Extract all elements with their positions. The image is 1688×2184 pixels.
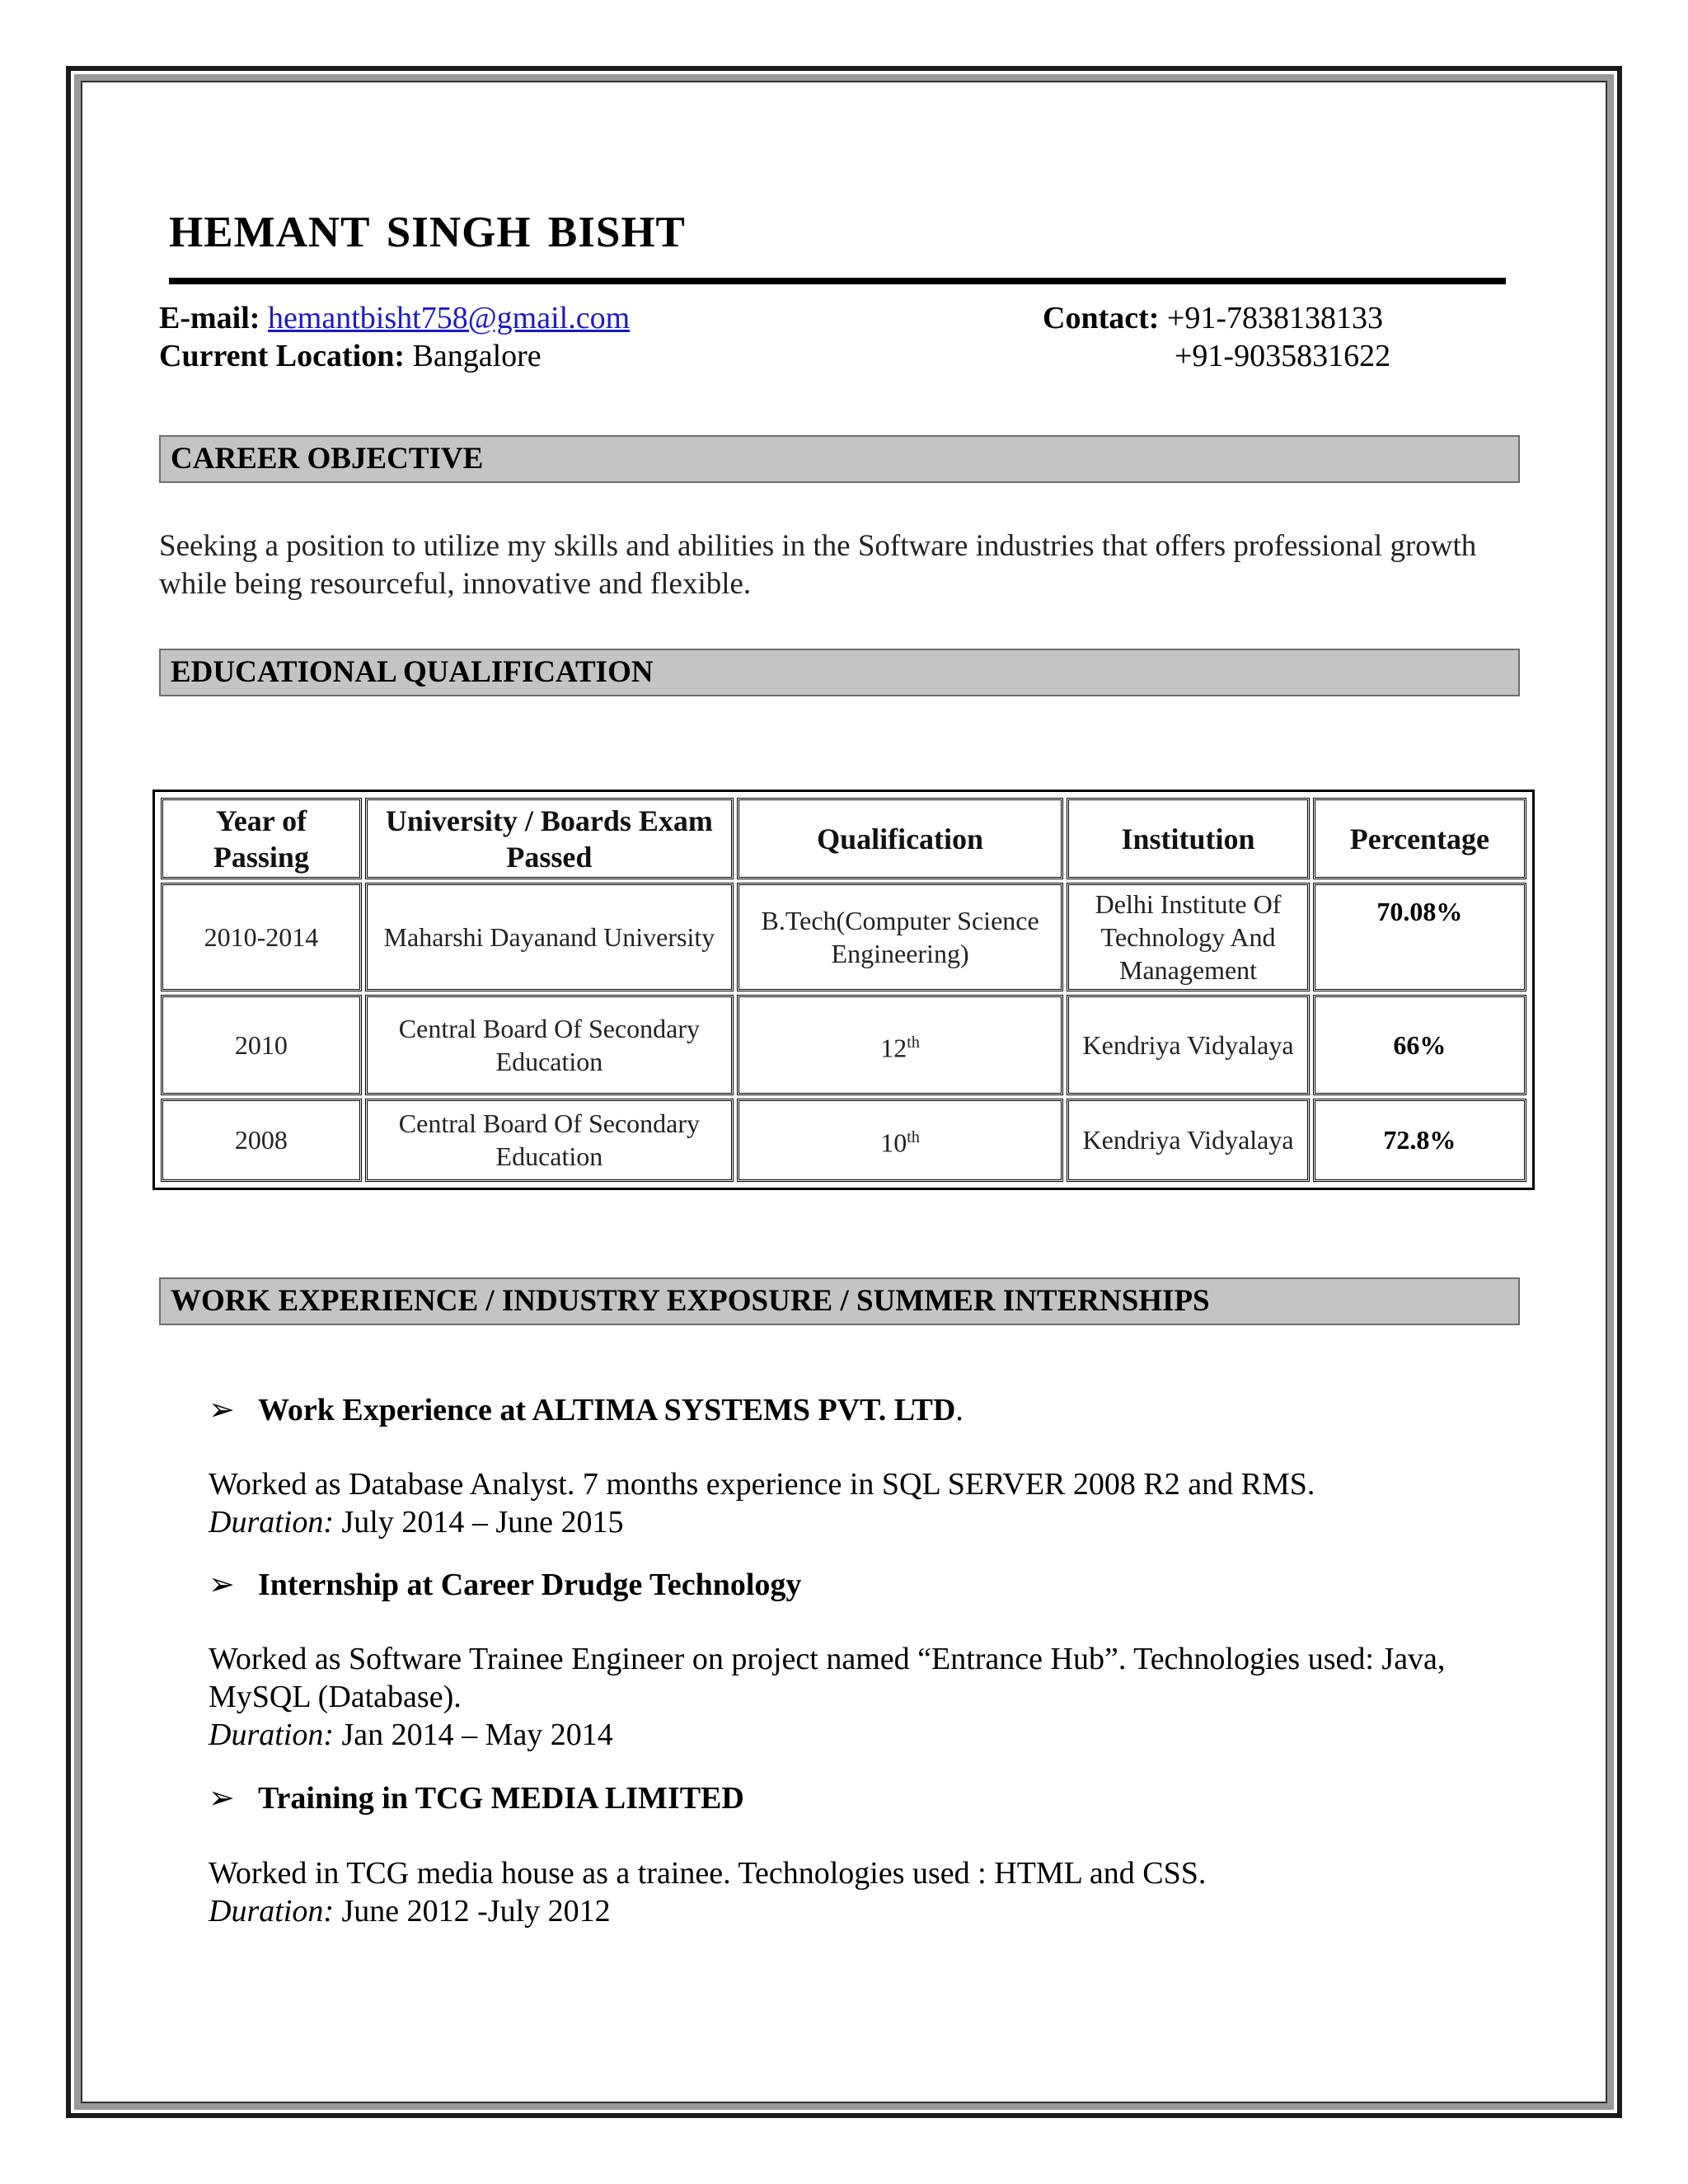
cell-qualification: [737, 995, 1063, 1095]
qualification-suffix: th: [907, 1033, 920, 1052]
location-label: Current Location:: [159, 339, 405, 373]
bullet-arrow-icon: ➢: [209, 1781, 235, 1816]
phone-secondary: +91-9035831622: [1175, 339, 1391, 373]
qualification-value: 10: [880, 1127, 907, 1158]
table-row: [161, 1099, 1526, 1182]
work-item-title: Internship at Career Drudge Technology: [258, 1568, 802, 1602]
email-link[interactable]: hemantbisht758@gmail.com: [267, 301, 631, 335]
location-value: Bangalore: [412, 339, 542, 373]
contact-line: [1043, 300, 1383, 336]
section-header-career-objective: CAREER OBJECTIVE: [159, 435, 1520, 483]
cell-institution: Delhi Institute Of Technology And Management: [1067, 883, 1310, 991]
candidate-name: HEMANT SINGH BISHT: [169, 209, 686, 256]
career-objective-text: Seeking a position to utilize my skills and abilities in the Software industries that offers professional growth while being resourceful, innovative and flexible.: [159, 529, 1477, 601]
work-item-title: Work Experience at ALTIMA SYSTEMS PVT. LTD: [258, 1393, 956, 1427]
cell-university: Central Board Of Secondary Education: [365, 1099, 734, 1182]
bullet-arrow-icon: ➢: [209, 1393, 235, 1427]
section-header-education: EDUCATIONAL QUALIFICATION: [159, 649, 1520, 696]
work-item-duration: [209, 1503, 1511, 1541]
work-item-duration: [209, 1892, 1511, 1930]
email-label: E-mail:: [159, 301, 260, 335]
phone-primary: +91-7838138133: [1166, 301, 1383, 335]
cell-year: 2008: [161, 1099, 362, 1182]
work-item-description: Worked in TCG media house as a trainee. Technologies used : HTML and CSS.: [209, 1856, 1207, 1891]
duration-label: Duration:: [209, 1894, 334, 1929]
education-table: [152, 790, 1535, 1190]
work-item-duration: [209, 1716, 1511, 1754]
duration-value: Jan 2014 – May 2014: [341, 1718, 613, 1752]
duration-label: Duration:: [209, 1718, 334, 1752]
work-item-heading: [209, 1779, 744, 1816]
table-header-row: [161, 798, 1526, 879]
cell-qualification: B.Tech(Computer Science Engineering): [737, 883, 1063, 991]
work-item-title: Training in TCG MEDIA LIMITED: [258, 1781, 744, 1816]
cell-institution: Kendriya Vidyalaya: [1067, 995, 1310, 1095]
cell-percentage: 70.08%: [1313, 883, 1526, 991]
header-university: University / Boards Exam Passed: [365, 798, 734, 879]
cell-year: 2010-2014: [161, 883, 362, 991]
header-qualification: Qualification: [737, 798, 1063, 879]
cell-university: Maharshi Dayanand University: [365, 883, 734, 991]
work-item-title-suffix: .: [955, 1393, 964, 1427]
cell-qualification: [737, 1099, 1063, 1182]
table-row: [161, 883, 1526, 991]
table-row: [161, 995, 1526, 1095]
duration-value: July 2014 – June 2015: [341, 1505, 624, 1540]
section-header-work-experience: WORK EXPERIENCE / INDUSTRY EXPOSURE / SUMMER INTERNSHIPS: [159, 1277, 1520, 1325]
qualification-suffix: th: [907, 1127, 920, 1146]
cell-university: Central Board Of Secondary Education: [365, 995, 734, 1095]
email-line: [159, 300, 630, 336]
work-item-heading: [209, 1391, 964, 1428]
header-year: Year of Passing: [161, 798, 362, 879]
cell-percentage: 72.8%: [1313, 1099, 1526, 1182]
bullet-arrow-icon: ➢: [209, 1568, 235, 1602]
header-percentage: Percentage: [1313, 798, 1526, 879]
cell-percentage: 66%: [1313, 995, 1526, 1095]
cell-year: 2010: [161, 995, 362, 1095]
cell-institution: Kendriya Vidyalaya: [1067, 1099, 1310, 1182]
work-item-description: Worked as Software Trainee Engineer on project named “Entrance Hub”. Technologies used: Java, MySQL (Database).: [209, 1642, 1446, 1714]
location-line: [159, 338, 542, 374]
name-underline-rule: [169, 278, 1506, 284]
contact-label: Contact:: [1043, 301, 1160, 335]
duration-label: Duration:: [209, 1505, 334, 1540]
work-item-description: Worked as Database Analyst. 7 months experience in SQL SERVER 2008 R2 and RMS.: [209, 1467, 1315, 1502]
qualification-value: 12: [880, 1033, 907, 1063]
duration-value: June 2012 -July 2012: [341, 1894, 611, 1929]
header-institution: Institution: [1067, 798, 1310, 879]
work-item-heading: [209, 1566, 801, 1603]
